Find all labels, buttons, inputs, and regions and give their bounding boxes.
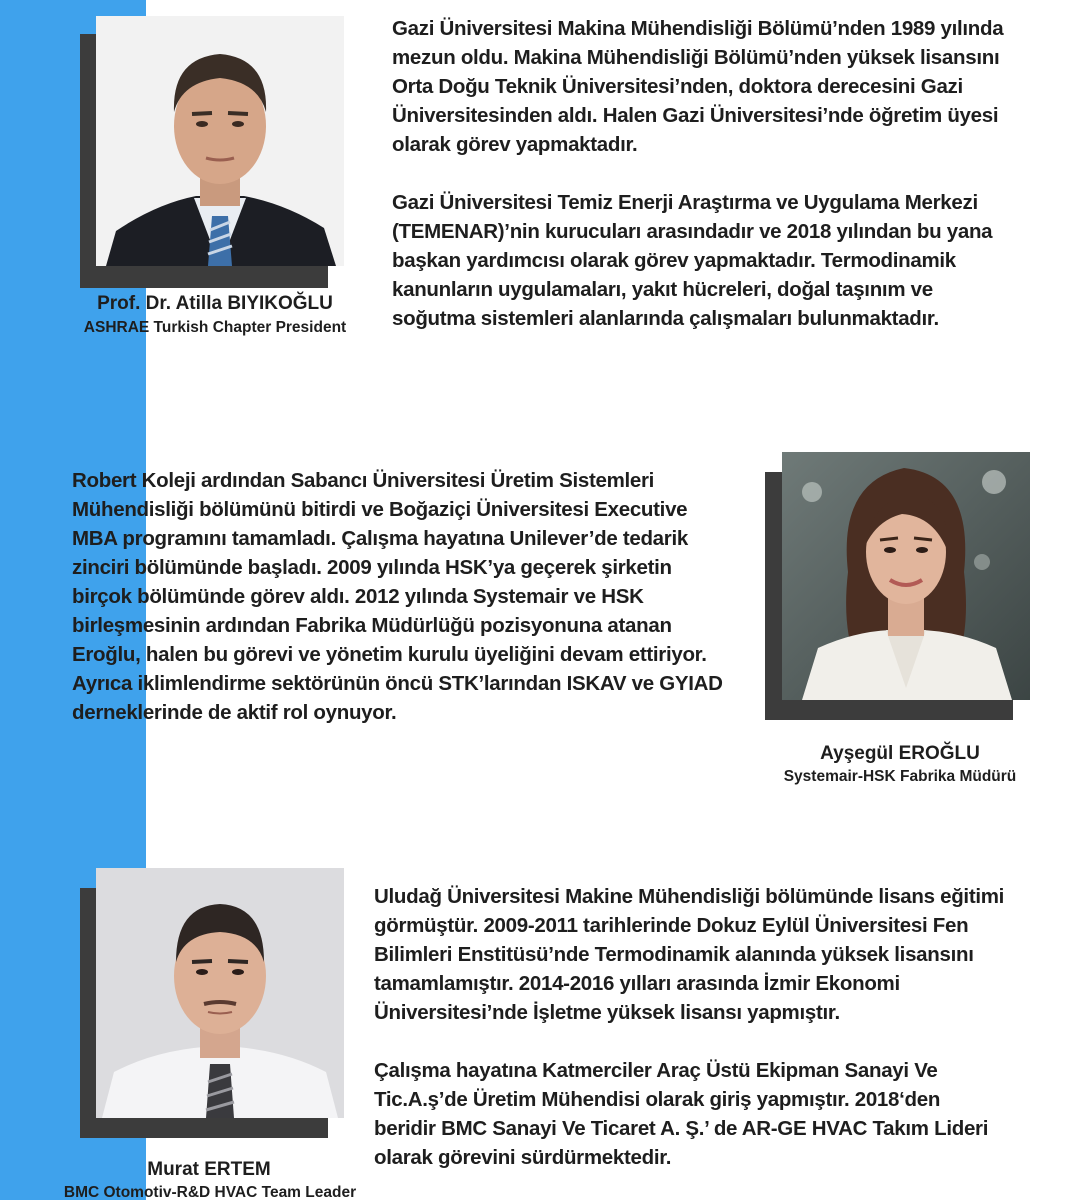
- biography: [72, 466, 762, 727]
- bio-paragraph: Uludağ Üniversitesi Makine Mühendisliği bölümünde lisans eğitimi görmüştür. 2009-2011 tarihlerinde Dokuz Eylül Üniversitesi Fen Bilimleri Enstitüsü’nde Termodinamik alanında yüksek lisansını tamamlamıştır. 2014-2016 yılları arasında İzmir Ekonomi Üniversitesi’nde İşletme yüksek lisansı yapmıştır.: [374, 885, 1005, 1024]
- biography: [392, 14, 1062, 333]
- person-name: Prof. Dr. Atilla BIYIKOĞLU: [97, 293, 333, 314]
- person-role: ASHRAE Turkish Chapter President: [83, 319, 347, 336]
- bio-paragraph: Gazi Üniversitesi Makina Mühendisliği Bölümü’nden 1989 yılında mezun oldu. Makina Mühendisliği Bölümü’nden yüksek lisansını Orta Doğu Teknik Üniversitesi’nden, doktora derecesini Gazi Üniversitesinden aldı. Halen Gazi Üniversitesi’nde öğretim üyesi olarak görev yapmaktadır.: [392, 17, 1004, 156]
- bio-paragraph: Gazi Üniversitesi Temiz Enerji Araştırma ve Uygulama Merkezi (TEMENAR)’nin kurucuları arasındadır ve 2018 yılından bu yana başkan yardımcısı olarak görev yapmaktadır. Termodinamik kanunların uygulamaları, yakıt hücreleri, doğal taşınım ve soğutma sistemleri alanlarında çalışmaları bulunmaktadır.: [392, 191, 993, 330]
- person-role: Systemair-HSK Fabrika Müdürü: [783, 768, 1017, 785]
- person-role: BMC Otomotiv-R&D HVAC Team Leader: [63, 1184, 357, 1201]
- portrait-photo-atilla: [96, 16, 344, 266]
- person-name: Murat ERTEM: [147, 1159, 271, 1180]
- biography: [374, 882, 1064, 1172]
- person-name: Ayşegül EROĞLU: [820, 743, 980, 764]
- portrait-photo-aysegul: [782, 452, 1030, 700]
- bio-paragraph: Robert Koleji ardından Sabancı Üniversitesi Üretim Sistemleri Mühendisliği bölümünü bitirdi ve Boğaziçi Üniversitesi Executive MBA programını tamamladı. Çalışma hayatına Unilever’de tedarik zinciri bölümünde başladı. 2009 yılında HSK’ya geçerek şirketin birçok bölümünde görev aldı. 2012 yılında Systemair ve HSK birleşmesinin ardından Fabrika Müdürlüğü pozisyonuna atanan Eroğlu, halen bu görevi ve yönetim kurulu üyeliğini devam ettiriyor. Ayrıca iklimlendirme sektörünün öncü STK’larından ISKAV ve GYIAD derneklerinde de aktif rol oynuyor.: [72, 469, 723, 724]
- portrait-photo-murat: [96, 868, 344, 1118]
- bio-paragraph: Çalışma hayatına Katmerciler Araç Üstü Ekipman Sanayi Ve Tic.A.ş’de Üretim Mühendisi olarak giriş yapmıştır. 2018‘den beridir BMC Sanayi Ve Ticaret A. Ş.’ de AR-GE HVAC Takım Lideri olarak görevini sürdürmektedir.: [374, 1059, 989, 1169]
